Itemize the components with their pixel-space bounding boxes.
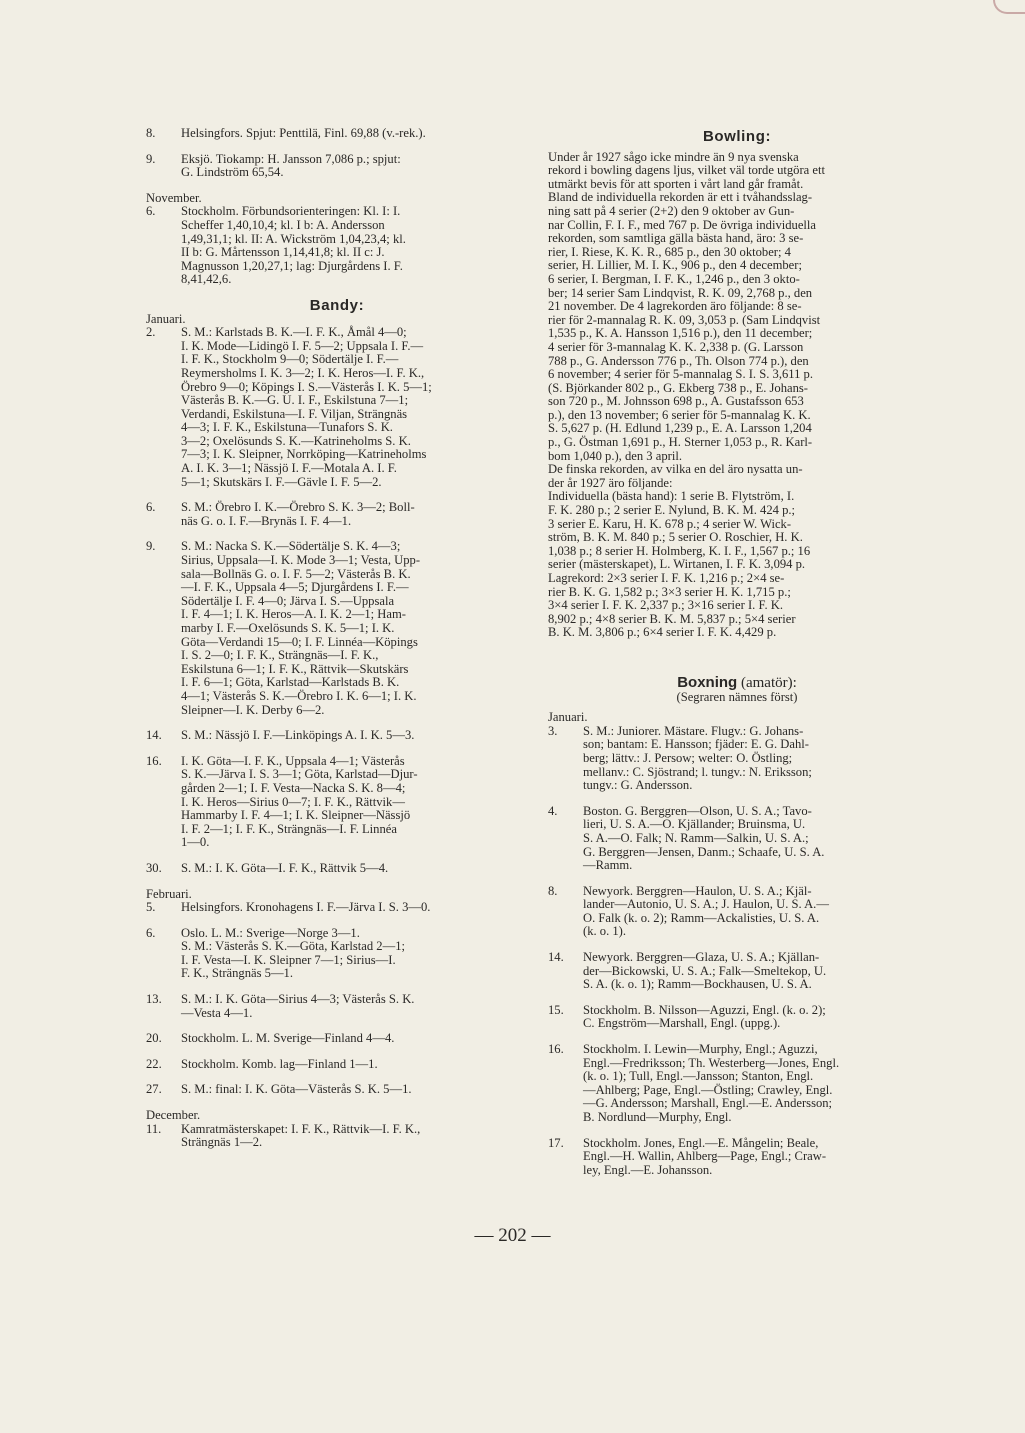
page-corner-mark [993,0,1025,14]
right-column [548,130,926,1177]
paragraph: De finska rekorden, av vilka en del äro nysatta un- der år 1927 äro följande: Individuella (bästa hand): 1 serie B. Flytström, I. F. K. 280 p.; 2 serier E. Nylund, B. K. M. 424 p.; 3 serier E. Karu, H. K. 678 p.; 4 serier W. Wick- ström, B. K. M. 840 p.; 5 serier O. Roschier, H. K. 1,038 p.; 8 serier H. Holmberg, K. I. F., 1,567 p.; 16 serier (mästerskapet), L. Wirtanen, I. F. K. 3,094 p. Lagrekord: 2×3 serier I. F. K. 1,216 p.; 2×4 se- rier B. K. G. 1,582 p.; 3×3 serier H. K. 1,715 p.; 3×4 serier I. F. K. 2,337 p.; 3×16 serier I. F. K. 8,902 p.; 4×8 serier B. K. M. 5,837 p.; 5×4 serier B. K. M. 3,806 p.; 6×4 serier I. F. K. 4,429 p. [548,462,811,640]
spacer [146,876,528,888]
entry-date: 8. [548,883,558,898]
entry-text: S. M.: I. K. Göta—Sirius 4—3; Västerås S. K. —Vesta 4—1. [181,992,415,1020]
entry-text: I. K. Göta—I. F. K., Uppsala 4—1; Västerås S. K.—Järva I. S. 3—1; Göta, Karlstad—Djur- gården 2—1; I. F. Vesta—Nacka S. K. 8—4; I. K. Heros—Sirius 0—7; I. F. K., Rättvik— Hammarby I. F. 4—1; I. K. Sleipner—Nässjö I. F. 2—1; I. F. K., Strängnäs—I. F. Linnéa 1—0. [181,753,418,850]
entry [146,1083,528,1097]
section-heading [548,673,926,691]
entry-date: 6. [146,500,156,515]
entry-text: Helsingfors. Kronohagens I. F.—Järva I. S. 3—0. [181,900,431,915]
entry [146,326,528,489]
entry-date: 15. [548,1002,564,1017]
entry-text: Kamratmästerskapet: I. F. K., Rättvik—I. F. K., Strängnäs 1—2. [181,1121,421,1150]
entry-text: Stockholm. Förbundsorienteringen: Kl. I: I. Scheffer 1,40,10,4; kl. I b: A. Andersson 1,49,31,1; kl. II: A. Wickström 1,04,23,4; kl. II b: G. Mårtensson 1,14,41,8; kl. II c: J. Magnusson 1,20,27,1; lag: Djurgårdens I. F. 8,41,42,6. [181,204,406,287]
entry-text: Oslo. L. M.: Sverige—Norge 3—1. S. M.: Västerås S. K.—Göta, Karlstad 2—1; I. F. Vesta—I. K. Sleipner 7—1; Sirius—I. F. K., Strängnäs 5—1. [181,925,405,981]
entry [146,153,528,180]
entry-date: 16. [146,753,162,768]
entry-text: S. M.: Örebro I. K.—Örebro S. K. 3—2; Boll- näs G. o. I. F.—Brynäs I. F. 4—1. [181,500,415,528]
entry-text: Newyork. Berggren—Glaza, U. S. A.; Kjällan- der—Bickowski, U. S. A.; Falk—Smeltekop, U. S. A. (k. o. 1); Ramm—Bockhausen, U. S. A. [583,950,827,992]
entry [146,127,528,141]
entry [146,927,528,981]
spacer [146,141,528,153]
spacer [146,180,528,192]
entry-date: 2. [146,325,156,340]
entry [146,1123,528,1150]
entry [146,901,528,915]
entry-date: 11. [146,1121,162,1136]
entry-date: 5. [146,900,156,915]
spacer [146,1097,528,1109]
entry-date: 4. [548,803,558,818]
entry-text: Boston. G. Berggren—Olson, U. S. A.; Tavo- lieri, U. S. A.—O. Kjällander; Bruinsma, U. S. A.—O. Falk; N. Ramm—Salkin, U. S. A.; G. Berggren—Jensen, Danm.; Schaafe, U. S. A. —Ramm. [583,803,825,873]
section-heading: Bandy: [309,296,365,314]
entry-text: Stockholm. I. Lewin—Murphy, Engl.; Aguzzi, Engl.—Fredriksson; Th. Westerberg—Jones, Engl. (k. o. 1); Tull, Engl.—Jansson; Stanton, Engl. —Ahlberg; Page, Engl.—Östling; Crawley, Engl. —G. Andersson; Marshall, Engl.—E. Andersson; B. Nordlund—Murphy, Engl. [583,1042,840,1124]
spacer [548,1125,926,1137]
entry-text: S. M.: I. K. Göta—I. F. K., Rättvik 5—4. [181,860,389,875]
entry [146,1032,528,1046]
entry [548,725,926,793]
spacer [548,640,926,652]
entry [146,540,528,717]
entry-text: Eksjö. Tiokamp: H. Jansson 7,086 p.; spjut: G. Lindström 65,54. [181,151,401,180]
entry [146,755,528,850]
entry-text: Newyork. Berggren—Haulon, U. S. A.; Kjäl- lander—Autonio, U. S. A.; J. Haulon, U. S. A.— O. Falk (k. o. 2); Ramm—Ackalisties, U. S. A. (k. o. 1). [583,883,829,939]
month-label: December. [146,1108,201,1123]
entry [146,993,528,1020]
month-label: November. [146,190,202,205]
entry-text: Stockholm. B. Nilsson—Aguzzi, Engl. (k. o. 2); C. Engström—Marshall, Engl. (uppg.). [583,1002,826,1031]
entry-date: 30. [146,860,162,875]
entry [146,205,528,287]
spacer [548,793,926,805]
entry-date: 6. [146,925,156,940]
entry-date: 16. [548,1042,564,1057]
section-heading: Bowling: [702,128,772,145]
entry-date: 8. [146,126,156,140]
entry-text: S. M.: final: I. K. Göta—Västerås S. K. 5—1. [181,1082,412,1097]
entry [548,885,926,939]
entry-date: 27. [146,1082,162,1097]
entry-date: 22. [146,1056,162,1071]
entry-text: Stockholm. L. M. Sverige—Finland 4—4. [181,1031,395,1046]
entry [548,1137,926,1178]
entry [146,1058,528,1072]
spacer [548,704,926,711]
entry [146,862,528,876]
entry-date: 9. [146,151,156,166]
entry-date: 20. [146,1031,162,1046]
paragraph: Under år 1927 sågo icke mindre än 9 nya svenska rekord i bowling dagens ljus, vilket väl torde utgöra ett utmärkt bevis för att sporten i vårt land går framåt. Bland de individuella rekorden är ett i tvåhandsslag- ning satt på 4 serier (2+2) den 9 oktober av Gun- nar Collin, F. I. F., med 767 p. De övriga individuella rekorden, som samtliga gälla bästa hand, äro: 3 se- rier, I. Riese, K. K. R., 685 p., den 30 oktober; 4 serier, H. Lillier, M. I. K., 906 p., den 4 december; 6 serier, I. Bergman, I. F. K., 1,246 p., den 3 okto- ber; 14 serier Sam Lindqvist, R. K. 09, 2,768 p., den 21 november. De 4 lagrekorden äro följande: 8 se- rier för 2-mannalag R. K. 09, 3,053 p. (Sam Lindqvist 1,535 p., K. A. Hansson 1,516 p.), den 11 december; 4 serier för 3-mannalag K. K. 2,338 p. (G. Larsson 788 p., G. Andersson 776 p., Th. Olson 774 p.), den 6 november; 4 serier för 5-mannalag S. I. S. 3,611 p. (S. Björkander 802 p., G. Ekberg 738 p., E. Johans- son 720 p., M. Johnsson 698 p., A. Gustafsson 653 p.), den 13 november; 6 serier för 5-mannalag K. K. S. 5,627 p. (H. Edlund 1,239 p., E. A. Larsson 1,204 p., G. Östman 1,691 p., H. Sterner 1,053 p., R. Karl- bom 1,040 p.), den 3 april. [548,149,826,463]
entry-text: S. M.: Juniorer. Mästare. Flugv.: G. Johans- son; bantam: E. Hansson; fjäder: E. G. Dahl- berg; lättv.: J. Persow; welter: O. Östling; mellanv.: C. Sjöstrand; l. tungv.: N. Eriksson; tungv.: G. Andersson. [583,723,812,793]
month-label: Januari. [146,311,186,326]
page-number: — 202 — [474,1225,551,1246]
month-label: Januari. [548,710,588,725]
entry-text: Stockholm. Komb. lag—Finland 1—1. [181,1056,378,1071]
spacer [146,915,528,927]
month-label: Februari. [146,886,192,901]
entry [548,1043,926,1125]
entry [146,501,528,528]
spacer [548,873,926,885]
entry-text: Stockholm. Jones, Engl.—E. Mångelin; Beale, Engl.—H. Wallin, Ahlberg—Page, Engl.; Craw- ley, Engl.—E. Johansson. [583,1135,827,1177]
left-column [146,127,528,1150]
spacer [548,652,926,664]
entry-date: 3. [548,723,558,738]
section-heading-bold: Boxning [677,673,738,691]
entry [548,1004,926,1031]
entry [548,805,926,873]
entry-date: 14. [548,950,564,965]
entry-date: 14. [146,728,162,743]
entry [146,729,528,743]
entry-text: S. M.: Nässjö I. F.—Linköpings A. I. K. 5—3. [181,728,415,743]
entry [548,951,926,992]
entry-date: 13. [146,992,162,1007]
section-subtitle: (Segraren nämnes först) [676,689,798,704]
entry-date: 6. [146,204,156,219]
spacer [146,743,528,755]
entry-text: Helsingfors. Spjut: Penttilä, Finl. 69,88 (v.-rek.). [181,126,426,140]
entry-text: S. M.: Nacka S. K.—Södertälje S. K. 4—3; Sirius, Uppsala—I. K. Mode 3—1; Vesta, Upp- sala—Bollnäs G. o. I. F. 5—2; Västerås B. K. —I. F. K., Uppsala 4—5; Djurgårdens I. F.— Södertälje I. F. 4—0; Järva I. S.—Uppsala I. F. 4—1; I. K. Heros—A. I. K. 2—1; Ham- marby I. F.—Oxelösunds S. K. 5—1; I. K. Göta—Verdandi 15—0; I. F. Linnéa—Köpings I. S. 2—0; I. F. K., Strängnäs—I. F. K., Eskilstuna 6—1; I. F. K., Rättvik—Skutskärs I. F. 6—1; Göta, Karlstad—Karlstads B. K. 4—1; Västerås S. K.—Örebro I. K. 6—1; I. K. Sleipner—I. K. Derby 6—2. [181,539,421,717]
entry-text: S. M.: Karlstads B. K.—I. F. K., Åmål 4—0; I. K. Mode—Lidingö I. F. 5—2; Uppsala I. F.— I. F. K., Stockholm 9—0; Södertälje I. F.— Reymersholms I. K. 3—2; I. K. Heros—I. F. K., Örebro 9—0; Köpings I. S.—Västerås I. K. 5—1; Västerås B. K.—G. U. I. F., Eskilstuna 7—1; Verdandi, Eskilstuna—I. F. Viljan, Strängnäs 4—3; I. F. K., Eskilstuna—Tunafors S. K. 3—2; Oxelösunds S. K.—Katrineholms S. K. 7—3; I. K. Sleipner, Norrköping—Katrineholms A. I. K. 3—1; Nässjö I. F.—Motala A. I. F. 5—1; Skutskärs I. F.—Gävle I. F. 5—2. [181,325,432,489]
section-heading-rest: (amatör): [737,674,797,691]
entry-date: 9. [146,539,156,554]
entry-date: 17. [548,1135,564,1150]
